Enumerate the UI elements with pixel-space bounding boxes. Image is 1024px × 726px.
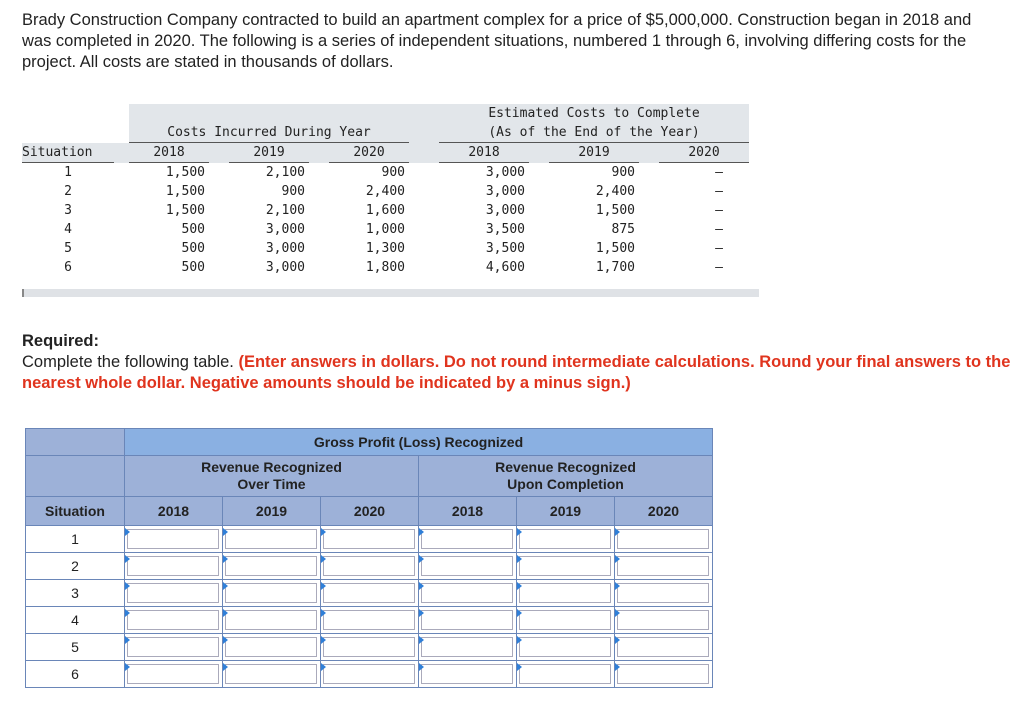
- answer-cell: [419, 607, 517, 634]
- cost-cell: 2,100: [265, 203, 305, 218]
- answer-table: [25, 428, 713, 688]
- gross-profit-input[interactable]: [617, 529, 709, 549]
- year-header: 2018: [129, 143, 209, 163]
- cost-cell: 3,000: [485, 165, 525, 180]
- answer-cell: [125, 607, 223, 634]
- answer-cell: [125, 580, 223, 607]
- cost-cell: 1,300: [365, 241, 405, 256]
- gross-profit-input[interactable]: [127, 664, 219, 684]
- cost-cell: —: [715, 165, 723, 180]
- answer-situation-number: 1: [26, 526, 125, 553]
- answer-cell: [615, 661, 713, 688]
- cost-cell: 1,600: [365, 203, 405, 218]
- cost-cell: 1,000: [365, 222, 405, 237]
- year-header: 2019: [549, 143, 639, 163]
- year-header: 2020: [659, 143, 749, 163]
- gross-profit-input[interactable]: [617, 610, 709, 630]
- cost-cell: 6: [64, 260, 72, 275]
- est-header-line1: Estimated Costs to Complete: [439, 104, 749, 123]
- answer-situation-number: 6: [26, 661, 125, 688]
- cost-row: [22, 239, 749, 258]
- cost-row: [22, 201, 749, 220]
- gross-profit-input[interactable]: [127, 637, 219, 657]
- gross-profit-input[interactable]: [617, 556, 709, 576]
- gross-profit-input[interactable]: [519, 529, 611, 549]
- answer-situation-number: 4: [26, 607, 125, 634]
- cost-cell: 1,800: [365, 260, 405, 275]
- answer-cell: [615, 607, 713, 634]
- cost-cell: 4,600: [485, 260, 525, 275]
- answer-cell: [223, 580, 321, 607]
- answer-year-header: 2019: [223, 497, 321, 526]
- cost-cell: 900: [381, 165, 405, 180]
- gross-profit-input[interactable]: [519, 664, 611, 684]
- cost-cell: 1,700: [595, 260, 635, 275]
- answer-cell: [615, 526, 713, 553]
- gross-profit-input[interactable]: [421, 529, 513, 549]
- gross-profit-input[interactable]: [225, 637, 317, 657]
- cost-cell: 500: [181, 241, 205, 256]
- year-header: 2019: [229, 143, 309, 163]
- cost-cell: —: [715, 222, 723, 237]
- cost-cell: 900: [611, 165, 635, 180]
- answer-row: [26, 661, 713, 688]
- cost-cell: 500: [181, 222, 205, 237]
- gross-profit-input[interactable]: [323, 637, 415, 657]
- answer-cell: [321, 634, 419, 661]
- answer-cell: [321, 661, 419, 688]
- cost-data-table: [22, 104, 749, 277]
- answer-cell: [517, 634, 615, 661]
- cost-cell: 3,500: [485, 222, 525, 237]
- cost-cell: 875: [611, 222, 635, 237]
- gross-profit-input[interactable]: [127, 529, 219, 549]
- answer-situation-number: 3: [26, 580, 125, 607]
- cost-cell: 4: [64, 222, 72, 237]
- gross-profit-input[interactable]: [225, 610, 317, 630]
- cost-row: [22, 220, 749, 239]
- answer-situation-number: 2: [26, 553, 125, 580]
- cost-cell: 1,500: [165, 165, 205, 180]
- table-divider: [22, 289, 759, 297]
- answer-year-header: 2018: [419, 497, 517, 526]
- answer-year-header: 2019: [517, 497, 615, 526]
- cost-cell: 3,000: [485, 184, 525, 199]
- answer-cell: [321, 607, 419, 634]
- answer-cell: [517, 553, 615, 580]
- gross-profit-input[interactable]: [421, 610, 513, 630]
- cost-cell: 1,500: [595, 203, 635, 218]
- gross-profit-input[interactable]: [617, 637, 709, 657]
- required-instructions: (Enter answers in dollars. Do not round intermediate calculations. Round your final answers to the nearest whole dollar. Negative amounts should be indicated by a minus sign.): [22, 353, 1011, 392]
- answer-cell: [321, 580, 419, 607]
- cost-cell: 3,000: [265, 241, 305, 256]
- gross-profit-input[interactable]: [421, 664, 513, 684]
- answer-cell: [517, 580, 615, 607]
- gross-profit-input[interactable]: [519, 556, 611, 576]
- cost-row: [22, 163, 749, 183]
- answer-row: [26, 634, 713, 661]
- answer-cell: [125, 553, 223, 580]
- cost-cell: —: [715, 241, 723, 256]
- answer-cell: [223, 526, 321, 553]
- cost-cell: —: [715, 260, 723, 275]
- answer-year-header: 2018: [125, 497, 223, 526]
- cost-cell: 2,100: [265, 165, 305, 180]
- cost-cell: 5: [64, 241, 72, 256]
- answer-cell: [615, 553, 713, 580]
- cost-cell: —: [715, 184, 723, 199]
- answer-cell: [517, 526, 615, 553]
- answer-cell: [419, 526, 517, 553]
- gross-profit-input[interactable]: [323, 583, 415, 603]
- answer-row: [26, 526, 713, 553]
- cost-cell: 2: [64, 184, 72, 199]
- required-text: Complete the following table.: [22, 353, 234, 371]
- answer-cell: [223, 553, 321, 580]
- cost-cell: 3: [64, 203, 72, 218]
- answer-cell: [517, 607, 615, 634]
- cost-cell: 2,400: [595, 184, 635, 199]
- gross-profit-input[interactable]: [225, 664, 317, 684]
- gross-profit-input[interactable]: [225, 529, 317, 549]
- answer-cell: [223, 607, 321, 634]
- gross-profit-input[interactable]: [323, 610, 415, 630]
- gross-profit-input[interactable]: [323, 529, 415, 549]
- cost-row: [22, 182, 749, 201]
- answer-row: [26, 580, 713, 607]
- required-section: [22, 331, 1012, 394]
- costs-incurred-header: Costs Incurred During Year: [129, 123, 409, 143]
- cost-cell: 900: [281, 184, 305, 199]
- answer-cell: [419, 634, 517, 661]
- gross-profit-input[interactable]: [519, 583, 611, 603]
- gross-profit-input[interactable]: [519, 610, 611, 630]
- gross-profit-input[interactable]: [225, 583, 317, 603]
- required-label: Required:: [22, 332, 100, 350]
- gross-profit-input[interactable]: [421, 637, 513, 657]
- year-header: 2020: [329, 143, 409, 163]
- situation-header: Situation: [22, 143, 114, 163]
- gross-profit-input[interactable]: [323, 664, 415, 684]
- gross-profit-input[interactable]: [421, 556, 513, 576]
- answer-cell: [125, 634, 223, 661]
- cost-cell: 1,500: [595, 241, 635, 256]
- year-header: 2018: [439, 143, 529, 163]
- cost-cell: 1,500: [165, 184, 205, 199]
- cost-row: [22, 258, 749, 277]
- answer-cell: [615, 634, 713, 661]
- gross-profit-input[interactable]: [225, 556, 317, 576]
- answer-cell: [223, 661, 321, 688]
- est-header-line2: (As of the End of the Year): [439, 123, 749, 143]
- cost-cell: —: [715, 203, 723, 218]
- gross-profit-input[interactable]: [421, 583, 513, 603]
- gross-profit-input[interactable]: [323, 556, 415, 576]
- answer-cell: [419, 580, 517, 607]
- gross-profit-input[interactable]: [127, 610, 219, 630]
- answer-row: [26, 553, 713, 580]
- cost-cell: 3,000: [485, 203, 525, 218]
- cost-cell: 1: [64, 165, 72, 180]
- answer-cell: [419, 661, 517, 688]
- cost-cell: 3,000: [265, 260, 305, 275]
- answer-cell: [125, 526, 223, 553]
- answer-situation-header: Situation: [26, 497, 125, 526]
- answer-row: [26, 607, 713, 634]
- answer-cell: [615, 580, 713, 607]
- cost-cell: 2,400: [365, 184, 405, 199]
- answer-year-header: 2020: [615, 497, 713, 526]
- cost-cell: 500: [181, 260, 205, 275]
- answer-year-header: 2020: [321, 497, 419, 526]
- answer-cell: [321, 553, 419, 580]
- answer-table-title: Gross Profit (Loss) Recognized: [125, 429, 713, 456]
- answer-cell: [419, 553, 517, 580]
- answer-cell: [321, 526, 419, 553]
- answer-cell: [517, 661, 615, 688]
- upon-completion-header: Revenue Recognized Upon Completion: [419, 456, 713, 497]
- cost-cell: 3,500: [485, 241, 525, 256]
- answer-situation-number: 5: [26, 634, 125, 661]
- gross-profit-input[interactable]: [617, 583, 709, 603]
- gross-profit-input[interactable]: [127, 556, 219, 576]
- answer-cell: [223, 634, 321, 661]
- gross-profit-input[interactable]: [519, 637, 611, 657]
- answer-cell: [125, 661, 223, 688]
- cost-cell: 3,000: [265, 222, 305, 237]
- cost-cell: 1,500: [165, 203, 205, 218]
- problem-intro: Brady Construction Company contracted to build an apartment complex for a price of $5,000,000. Construction began in 2018 and was completed in 2020. The following is a series of independent situations, numbered 1 through 6, involving differing costs for the project. All costs are stated in thousands of dollars.: [22, 11, 972, 71]
- gross-profit-input[interactable]: [617, 664, 709, 684]
- over-time-header: Revenue Recognized Over Time: [125, 456, 419, 497]
- gross-profit-input[interactable]: [127, 583, 219, 603]
